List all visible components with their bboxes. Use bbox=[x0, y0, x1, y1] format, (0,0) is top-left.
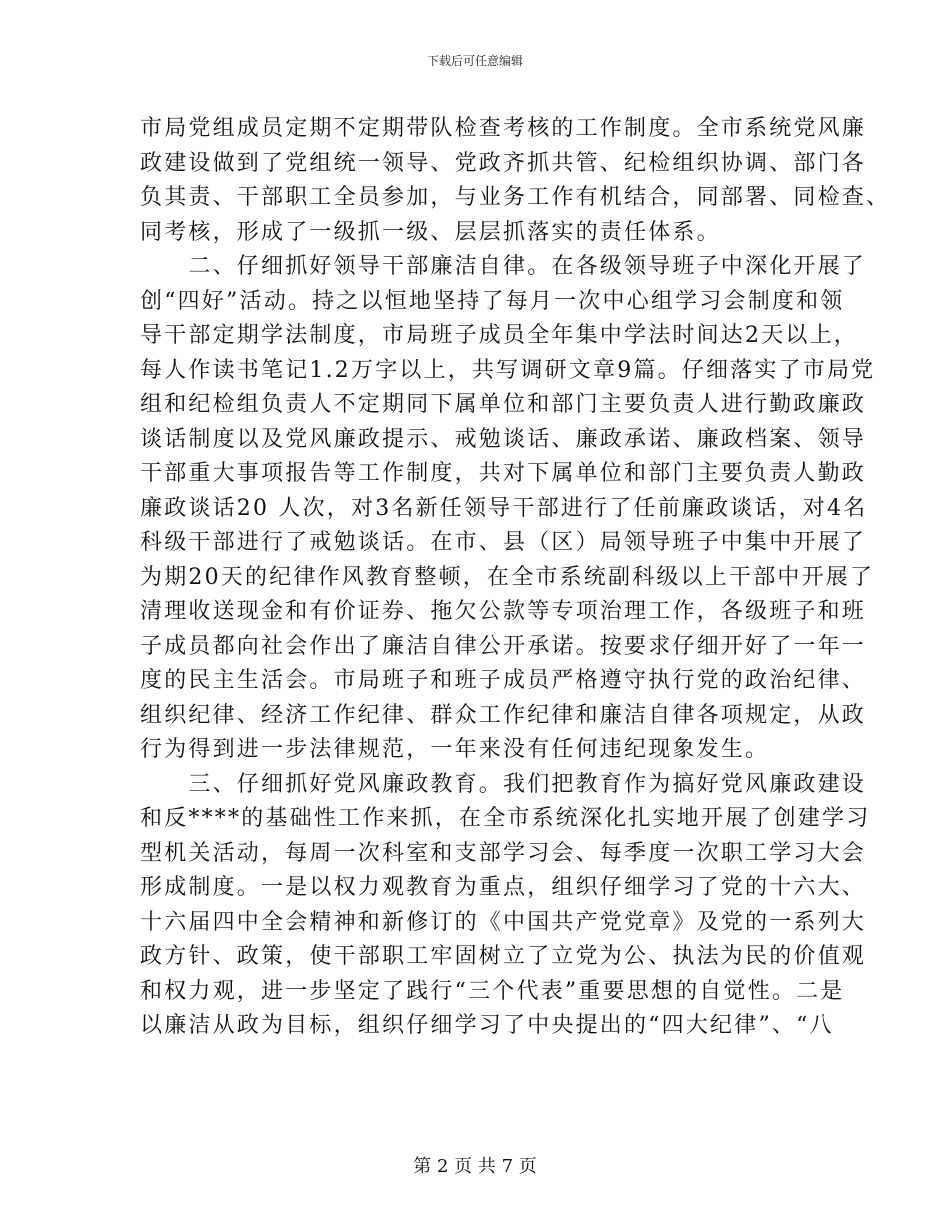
text-line: 为期20天的纪律作风教育整顿，在全市系统副科级以上干部中开展了 bbox=[140, 564, 875, 590]
text-line: 每人作读书笔记1.2万字以上，共写调研文章9篇。仔细落实了市局党 bbox=[140, 357, 876, 383]
text-line: 同考核，形成了一级抓一级、层层抓落实的责任体系。 bbox=[140, 219, 721, 245]
text-line: 组织纪律、经济工作纪律、群众工作纪律和廉洁自律各项规定，从政 bbox=[140, 702, 867, 728]
page-number: 第 2 页 共 7 页 bbox=[413, 1156, 537, 1177]
text-line: 组和纪检组负责人不定期同下属单位和部门主要负责人进行勤政廉政 bbox=[140, 392, 867, 417]
text-line: 科级干部进行了戒勉谈话。在市、县（区）局领导班子中集中开展了 bbox=[140, 530, 867, 555]
text-line: 十六届四中全会精神和新修订的《中国共产党党章》及党的一系列大 bbox=[140, 909, 867, 935]
text-line: 干部重大事项报告等工作制度，共对下属单位和部门主要负责人勤政 bbox=[140, 461, 867, 486]
page-header: 下载后可任意编辑 bbox=[426, 54, 523, 68]
text-line: 度的民主生活会。市局班子和班子成员严格遵守执行党的政治纪律、 bbox=[140, 668, 867, 693]
document-body bbox=[140, 112, 891, 1044]
text-line: 子成员都向社会作出了廉洁自律公开承诺。按要求仔细开好了一年一 bbox=[140, 633, 867, 659]
text-line: 二、仔细抓好领导干部廉洁自律。在各级领导班子中深化开展了 bbox=[140, 254, 867, 279]
text-line: 廉政谈话20 人次，对3名新任领导干部进行了任前廉政谈话，对4名 bbox=[140, 495, 868, 521]
text-line: 三、仔细抓好党风廉政教育。我们把教育作为搞好党风廉政建设 bbox=[140, 771, 867, 797]
text-line: 市局党组成员定期不定期带队检查考核的工作制度。全市系统党风廉 bbox=[140, 116, 867, 141]
text-line: 型机关活动，每周一次科室和支部学习会、每季度一次职工学习大会 bbox=[140, 840, 867, 866]
text-line: 政方针、政策，使干部职工牢固树立了立党为公、执法为民的价值观 bbox=[140, 944, 867, 969]
text-line: 和反****的基础性工作来抓，在全市系统深化扎实地开展了创建学习 bbox=[140, 806, 871, 831]
text-line: 行为得到进一步法律规范，一年来没有任何违纪现象发生。 bbox=[140, 737, 770, 762]
text-line: 政建设做到了党组统一领导、党政齐抓共管、纪检组织协调、部门各 bbox=[140, 150, 867, 176]
text-line: 创“四好”活动。持之以恒地坚持了每月一次中心组学习会制度和领 bbox=[140, 288, 845, 314]
text-line: 谈话制度以及党风廉政提示、戒勉谈话、廉政承诺、廉政档案、领导 bbox=[140, 426, 867, 452]
text-line: 清理收送现金和有价证券、拖欠公款等专项治理工作，各级班子和班 bbox=[140, 599, 867, 624]
text-line: 以廉洁从政为目标，组织仔细学习了中央提出的“四大纪律”、“八 bbox=[140, 1013, 834, 1038]
text-line: 导干部定期学法制度，市局班子成员全年集中学法时间达2天以上， bbox=[140, 323, 858, 348]
text-line: 和权力观，进一步坚定了践行“三个代表”重要思想的自觉性。二是 bbox=[140, 978, 845, 1004]
text-line: 形成制度。一是以权力观教育为重点，组织仔细学习了党的十六大、 bbox=[140, 875, 867, 900]
text-line: 负其责、干部职工全员参加，与业务工作有机结合，同部署、同检查、 bbox=[140, 185, 891, 210]
